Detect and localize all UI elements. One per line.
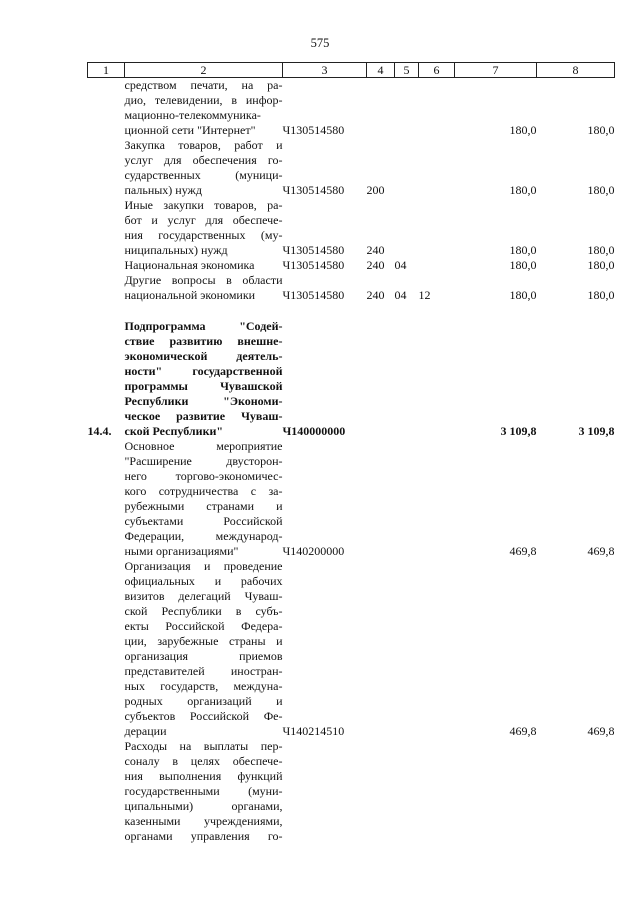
section-code	[395, 198, 419, 258]
amount-year-1: 180,0	[509, 258, 537, 272]
row-description	[125, 559, 283, 739]
description-line: ствие развитию внешне-	[124, 334, 283, 348]
subsection-code: 12	[418, 288, 431, 302]
expense-type	[367, 739, 395, 844]
section-code: 04	[394, 258, 407, 272]
column-header: 5	[395, 63, 419, 78]
description-line: визитов делегаций Чуваш-	[124, 589, 283, 603]
row-number	[88, 198, 125, 258]
subsection-code	[419, 138, 455, 198]
amount-year-1: 3 109,8	[500, 424, 537, 438]
amount-year-2	[537, 739, 615, 844]
table-row	[88, 198, 615, 258]
amount-year-2: 469,8	[587, 544, 615, 558]
row-number	[88, 439, 125, 559]
target-code: Ч130514580	[282, 258, 345, 272]
description-line: соналу в целях обеспече-	[124, 754, 283, 768]
description-line: Федерации, международ-	[124, 529, 283, 543]
column-header: 8	[537, 63, 615, 78]
column-header: 1	[88, 63, 125, 78]
subsection-code	[419, 739, 455, 844]
description-line: ния государственных (му-	[124, 228, 283, 242]
amount-year-2: 3 109,8	[578, 424, 615, 438]
description-line: субъектов Российской Фе-	[124, 709, 283, 723]
subsection-code	[419, 78, 455, 139]
row-description	[125, 273, 283, 303]
expense-type: 200	[366, 183, 385, 197]
description-line: Организация и проведение	[124, 559, 283, 573]
description-line: ской Республики"	[124, 424, 224, 438]
row-description	[125, 78, 283, 139]
table-row	[88, 138, 615, 198]
table-row	[88, 559, 615, 739]
description-line: Иные закупки товаров, ра-	[124, 198, 283, 212]
amount-year-1: 469,8	[509, 724, 537, 738]
table-row	[88, 78, 615, 139]
section-code: 04	[394, 288, 407, 302]
section-code	[395, 739, 419, 844]
subsection-code	[419, 559, 455, 739]
description-line: дио, телевидении, в инфор-	[124, 93, 283, 107]
expense-type	[367, 303, 395, 439]
amount-year-2: 180,0	[587, 288, 615, 302]
expense-type	[367, 439, 395, 559]
description-line: "Расширение двусторон-	[124, 454, 283, 468]
row-number	[88, 258, 125, 273]
table-row	[88, 739, 615, 844]
subsection-code	[419, 439, 455, 559]
row-description	[125, 739, 283, 844]
expense-type: 240	[366, 258, 385, 272]
description-line: программы Чувашской	[124, 379, 283, 393]
column-header: 3	[283, 63, 367, 78]
row-description	[125, 198, 283, 258]
row-number	[88, 273, 125, 303]
amount-year-2: 180,0	[587, 183, 615, 197]
table-header-row	[88, 63, 615, 78]
description-line: рубежными странами и	[124, 499, 283, 513]
row-description	[125, 138, 283, 198]
target-code: Ч130514580	[282, 288, 345, 302]
description-line: официальных и рабочих	[124, 574, 283, 588]
column-header: 7	[455, 63, 537, 78]
page-number: 575	[310, 36, 330, 50]
row-description	[125, 303, 283, 439]
description-line: него торгово-экономичес-	[124, 469, 283, 483]
description-line: ности" государственной	[124, 364, 283, 378]
section-code	[395, 559, 419, 739]
description-line: пальных) нужд	[124, 183, 202, 197]
description-line: государственными (муни-	[124, 784, 283, 798]
target-code: Ч130514580	[282, 243, 345, 257]
subsection-code	[419, 198, 455, 258]
description-line: органами управления го-	[124, 829, 283, 843]
description-line: бот и услуг для обеспече-	[124, 213, 283, 227]
row-number	[88, 138, 125, 198]
section-code	[395, 138, 419, 198]
table-body	[88, 78, 615, 845]
amount-year-1: 469,8	[509, 544, 537, 558]
expense-type: 240	[366, 288, 385, 302]
description-line: кого сотрудничества с за-	[124, 484, 283, 498]
subsection-code	[419, 303, 455, 439]
description-line: средством печати, на ра-	[124, 78, 283, 92]
target-code: Ч140000000	[282, 424, 346, 438]
description-line: национальной экономики	[124, 288, 256, 302]
description-line: Подпрограмма "Содей-	[124, 319, 283, 333]
amount-year-1: 180,0	[509, 123, 537, 137]
description-line: Основное мероприятие	[124, 439, 283, 453]
expense-type	[367, 78, 395, 139]
amount-year-1: 180,0	[509, 183, 537, 197]
table-row	[88, 273, 615, 303]
description-line: Республики "Экономи-	[124, 394, 283, 408]
table-row	[88, 303, 615, 439]
amount-year-2: 469,8	[587, 724, 615, 738]
amount-year-2: 180,0	[587, 258, 615, 272]
target-code: Ч140214510	[282, 724, 345, 738]
description-line: дерации	[124, 724, 167, 738]
description-line: ния выполнения функций	[124, 769, 283, 783]
description-line: ципальными) органами,	[124, 799, 283, 813]
description-line: Расходы на выплаты пер-	[124, 739, 283, 753]
description-line: ными организациями"	[124, 544, 239, 558]
description-line: екты Российской Федера-	[124, 619, 283, 633]
amount-year-2: 180,0	[587, 123, 615, 137]
column-header: 6	[419, 63, 455, 78]
column-header: 2	[125, 63, 283, 78]
description-line: мационно-телекоммуника-	[124, 108, 261, 122]
description-line: Национальная экономика	[124, 258, 255, 272]
expense-type	[367, 559, 395, 739]
row-number: 14.4.	[87, 424, 112, 438]
description-line: ных государств, междуна-	[124, 679, 283, 693]
target-code: Ч130514580	[282, 123, 345, 137]
description-line: ции, зарубежные страны и	[124, 634, 283, 648]
description-line: экономической деятель-	[124, 349, 283, 363]
target-code: Ч130514580	[282, 183, 345, 197]
table-row	[88, 258, 615, 273]
amount-year-2: 180,0	[587, 243, 615, 257]
description-line: родных организаций и	[124, 694, 283, 708]
subsection-code	[419, 258, 455, 273]
description-line: представителей иностран-	[124, 664, 283, 678]
description-line: субъектами Российской	[124, 514, 283, 528]
description-line: ниципальных) нужд	[124, 243, 228, 257]
column-header: 4	[367, 63, 395, 78]
amount-year-1: 180,0	[509, 288, 537, 302]
description-line: ской Республики в субъ-	[124, 604, 283, 618]
target-code: Ч140200000	[282, 544, 345, 558]
target-code	[283, 739, 367, 844]
description-line: Закупка товаров, работ и	[124, 138, 283, 152]
row-number	[88, 739, 125, 844]
row-description	[125, 258, 283, 273]
section-code	[395, 439, 419, 559]
description-line: ционной сети "Интернет"	[124, 123, 256, 137]
row-description	[125, 439, 283, 559]
budget-table	[87, 62, 615, 844]
row-number	[88, 559, 125, 739]
description-line: Другие вопросы в области	[124, 273, 283, 287]
expense-type: 240	[366, 243, 385, 257]
section-code	[395, 78, 419, 139]
description-line: сударственных (муници-	[124, 168, 283, 182]
description-line: казенными учреждениями,	[124, 814, 283, 828]
table-row	[88, 439, 615, 559]
amount-year-1: 180,0	[509, 243, 537, 257]
description-line: организация приемов	[124, 649, 283, 663]
amount-year-1	[455, 739, 537, 844]
description-line: ческое развитие Чуваш-	[124, 409, 283, 423]
row-number	[88, 78, 125, 139]
section-code	[395, 303, 419, 439]
description-line: услуг для обеспечения го-	[124, 153, 283, 167]
